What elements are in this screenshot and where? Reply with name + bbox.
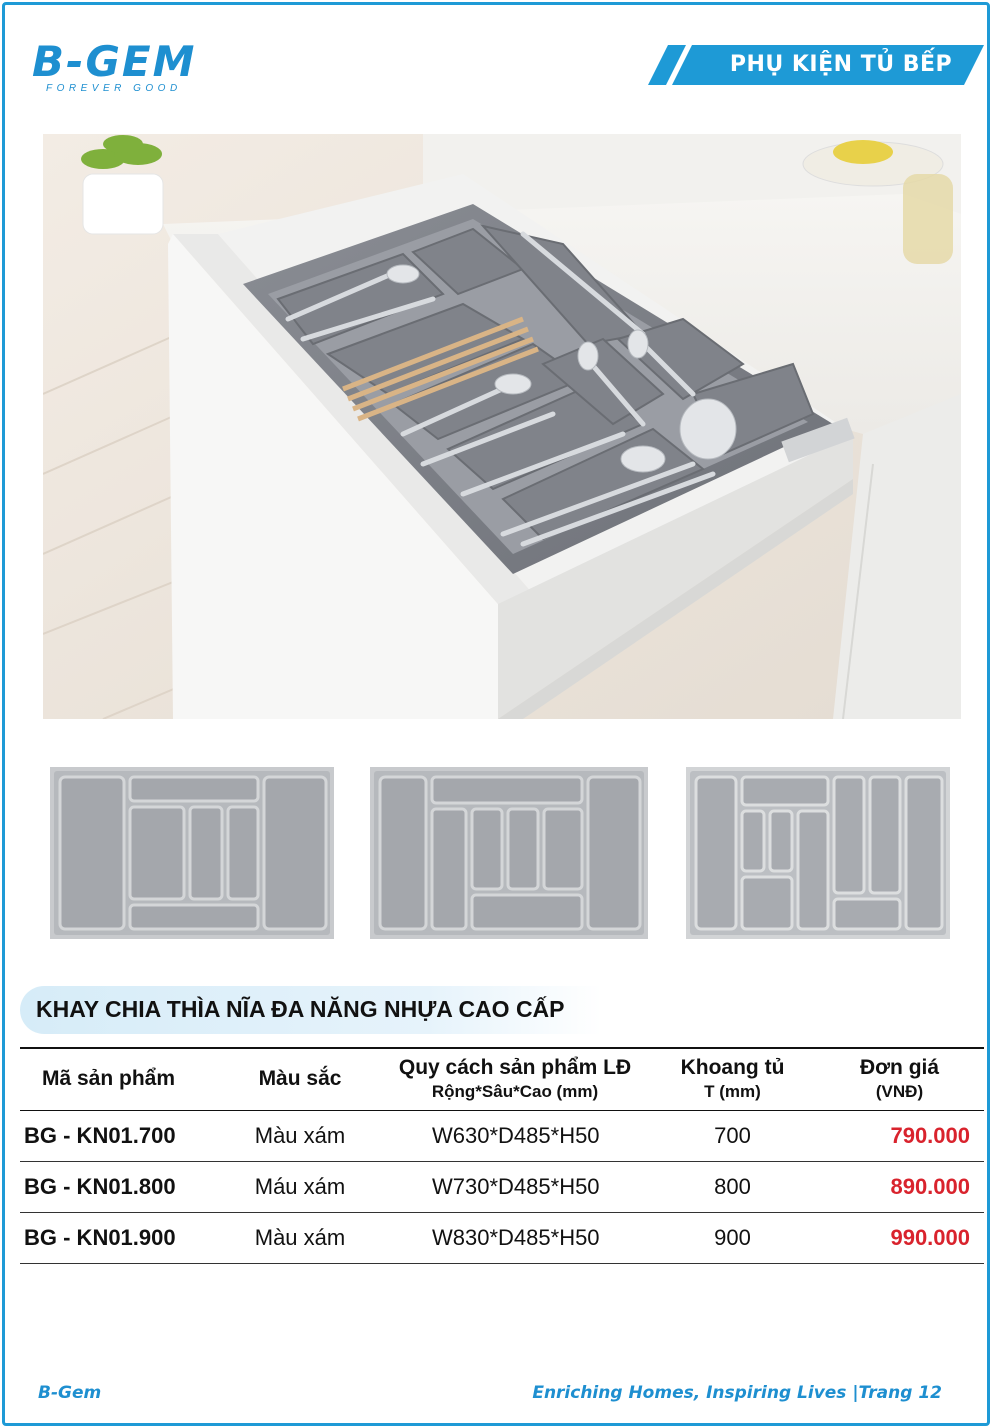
header-spec: Quy cách sản phẩm LĐ Rộng*Sâu*Cao (mm) [380,1048,650,1110]
product-title: KHAY CHIA THÌA NĨA ĐA NĂNG NHỰA CAO CẤP [36,996,565,1022]
kitchen-drawer-cutlery-tray-photo [43,134,961,719]
cell-cabinet: 700 [650,1110,815,1161]
cell-price: 790.000 [815,1110,984,1161]
tray-thumbnail-2 [370,767,648,939]
brand-tagline: FOREVER GOOD [46,83,182,94]
tray-thumbnail-1 [50,767,334,939]
cell-product-code: BG - KN01.900 [20,1212,220,1263]
cell-price: 890.000 [815,1161,984,1212]
cell-spec: W730*D485*H50 [380,1161,650,1212]
tray-thumbnail-3 [686,767,950,939]
table-header-row [20,1048,984,1110]
table-row [20,1161,984,1212]
table-row [20,1110,984,1161]
table-row [20,1212,984,1263]
header-spec-sub: Rộng*Sâu*Cao (mm) [431,1082,599,1102]
cell-color: Màu xám [220,1212,380,1263]
section-banner [648,45,984,85]
brand-name: B-GEM [32,37,197,86]
header-color: Màu sắc [220,1048,380,1110]
header-price: Đơn giá (VNĐ) [815,1048,984,1110]
footer-brand: B-Gem [38,1383,102,1403]
cell-color: Màu xám [220,1110,380,1161]
brand-logo [32,38,222,98]
cell-color: Máu xám [220,1161,380,1212]
cell-spec: W630*D485*H50 [380,1110,650,1161]
footer-slogan-page: Enriching Homes, Inspiring Lives |Trang 12 [532,1383,942,1403]
cell-product-code: BG - KN01.800 [20,1161,220,1212]
header-cabinet: Khoang tủ T (mm) [650,1048,815,1110]
product-spec-table [20,1047,984,1264]
header-product-code: Mã sản phẩm [20,1048,220,1110]
banner-label: PHỤ KIỆN TỦ BẾP [729,52,953,77]
cutlery-tray-900-thumbnail [686,767,950,939]
cell-product-code: BG - KN01.700 [20,1110,220,1161]
header-price-sub: (VNĐ) [875,1082,924,1102]
header-cabinet-sub: T (mm) [704,1082,761,1102]
hero-photo [43,134,961,719]
cell-spec: W830*D485*H50 [380,1212,650,1263]
cell-cabinet: 900 [650,1212,815,1263]
cutlery-tray-700-thumbnail [50,767,334,939]
cell-price: 990.000 [815,1212,984,1263]
cutlery-tray-800-thumbnail [370,767,648,939]
cell-cabinet: 800 [650,1161,815,1212]
